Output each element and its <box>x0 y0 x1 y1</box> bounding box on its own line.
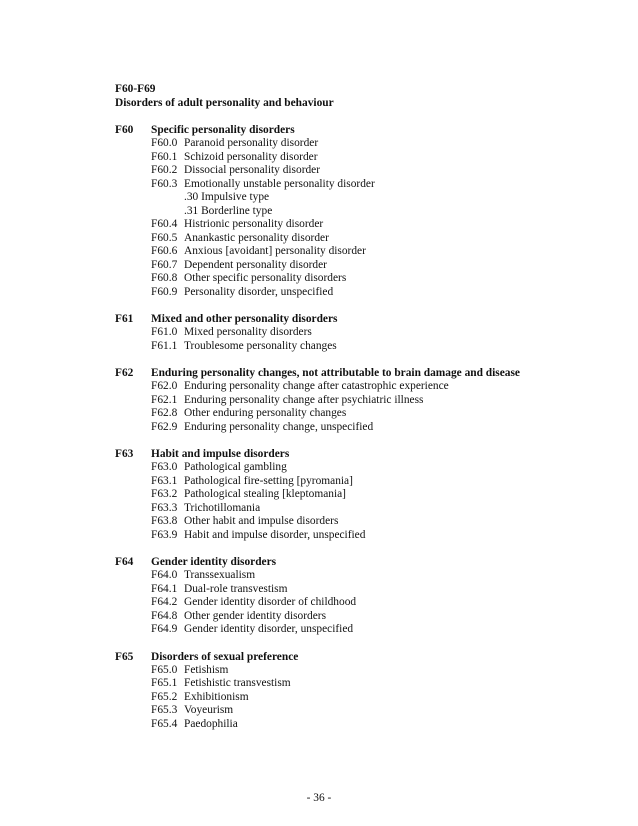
list-item <box>151 515 615 529</box>
item-code: F60.2 <box>151 164 178 176</box>
item-code: F65.4 <box>151 717 178 730</box>
list-item <box>151 569 615 583</box>
section-heading <box>115 650 615 664</box>
list-item <box>151 664 615 678</box>
section-items <box>151 664 615 732</box>
section-heading <box>115 123 615 137</box>
list-item <box>151 286 615 300</box>
item-label: Other enduring personality changes <box>184 407 347 419</box>
item-label: Other habit and impulse disorders <box>184 515 339 527</box>
section-heading <box>115 555 615 569</box>
item-code: F64.2 <box>151 596 178 608</box>
list-item <box>151 380 615 394</box>
item-code: F60.1 <box>151 150 178 163</box>
item-label: Personality disorder, unspecified <box>184 285 334 298</box>
item-code: F63.1 <box>151 474 178 487</box>
item-label: Enduring personality change after catastrophic experience <box>184 380 449 392</box>
section-f60 <box>115 123 615 299</box>
item-label: Gender identity disorder, unspecified <box>184 623 354 635</box>
code-range-heading: F60-F69 <box>115 83 156 95</box>
item-label: Pathological gambling <box>184 461 287 473</box>
section-items <box>151 380 615 434</box>
item-code: F60.8 <box>151 272 178 284</box>
item-label: Anankastic personality disorder <box>184 231 329 244</box>
item-label: Paedophilia <box>184 717 238 730</box>
section-items <box>151 137 615 299</box>
list-item <box>151 583 615 597</box>
item-label: Dependent personality disorder <box>184 258 327 271</box>
section-title: Enduring personality changes, not attributable to brain damage and disease <box>151 367 520 379</box>
list-item <box>151 178 615 192</box>
item-code: F60.6 <box>151 245 178 257</box>
list-item <box>151 623 615 637</box>
item-code: F64.8 <box>151 609 178 622</box>
list-item <box>151 677 615 691</box>
list-item <box>151 151 615 165</box>
item-code: F65.2 <box>151 690 178 703</box>
item-label: Gender identity disorder of childhood <box>184 596 357 608</box>
list-item <box>151 259 615 273</box>
list-item <box>151 596 615 610</box>
section-title: Mixed and other personality disorders <box>151 313 338 325</box>
list-item <box>151 704 615 718</box>
item-label: Histrionic personality disorder <box>184 218 324 230</box>
item-code: F63.2 <box>151 488 178 500</box>
item-label: Fetishism <box>184 663 229 676</box>
item-code: F64.1 <box>151 582 178 595</box>
section-title: Gender identity disorders <box>151 556 277 568</box>
section-f65 <box>115 650 615 732</box>
item-label: Dual-role transvestism <box>184 582 288 595</box>
item-code: F63.8 <box>151 515 178 527</box>
item-code <box>151 205 184 219</box>
item-label: Other gender identity disorders <box>184 609 327 622</box>
list-item <box>151 475 615 489</box>
list-item <box>151 529 615 543</box>
section-f62 <box>115 366 615 434</box>
list-item <box>151 326 615 340</box>
item-label: Fetishistic transvestism <box>184 677 291 689</box>
page-number: - 36 - <box>306 792 332 804</box>
item-code: F65.1 <box>151 677 178 689</box>
item-code: F60.4 <box>151 218 178 230</box>
document-page <box>115 82 615 731</box>
list-item <box>151 488 615 502</box>
item-code: F65.3 <box>151 704 178 716</box>
list-item <box>151 461 615 475</box>
section-code: F63 <box>115 448 134 460</box>
item-label: Voyeurism <box>184 704 234 716</box>
list-item <box>151 218 615 232</box>
item-label: Enduring personality change, unspecified <box>184 420 374 433</box>
list-item <box>151 205 615 219</box>
item-code: F60.3 <box>151 177 178 190</box>
item-label: Other specific personality disorders <box>184 272 347 284</box>
item-code: F61.0 <box>151 326 178 338</box>
item-label: Trichotillomania <box>184 501 261 514</box>
list-item <box>151 502 615 516</box>
item-code: F63.0 <box>151 461 178 473</box>
item-code: F62.8 <box>151 407 178 419</box>
item-code: F64.0 <box>151 569 178 581</box>
item-code: F60.0 <box>151 137 178 149</box>
section-code: F60 <box>115 124 134 136</box>
item-code: F65.0 <box>151 663 178 676</box>
item-code: F63.9 <box>151 528 178 541</box>
item-label: Pathological fire-setting [pyromania] <box>184 474 353 487</box>
section-title: Disorders of sexual preference <box>151 650 299 663</box>
section-f63 <box>115 447 615 542</box>
item-label: Anxious [avoidant] personality disorder <box>184 245 366 257</box>
item-code: F60.7 <box>151 258 178 271</box>
section-items <box>151 326 615 353</box>
list-item <box>151 691 615 705</box>
list-item <box>151 164 615 178</box>
item-label: Exhibitionism <box>184 690 249 703</box>
list-item <box>151 272 615 286</box>
list-item <box>151 245 615 259</box>
item-label: Schizoid personality disorder <box>184 150 318 163</box>
sections-list <box>115 123 615 731</box>
item-label: Pathological stealing [kleptomania] <box>184 488 346 500</box>
block-title: Disorders of adult personality and behaviour <box>115 97 334 109</box>
item-label: Habit and impulse disorder, unspecified <box>184 528 366 541</box>
item-label: Mixed personality disorders <box>184 326 312 338</box>
item-code: F62.1 <box>151 393 178 406</box>
item-code: F61.1 <box>151 339 178 352</box>
list-item <box>151 407 615 421</box>
item-label: .30 Impulsive type <box>184 191 270 203</box>
section-code: F62 <box>115 367 134 379</box>
section-title: Specific personality disorders <box>151 124 295 136</box>
item-code: F60.5 <box>151 231 178 244</box>
item-code: F62.9 <box>151 420 178 433</box>
section-code: F64 <box>115 556 134 568</box>
item-label: Enduring personality change after psychiatric illness <box>184 393 424 406</box>
section-code: F61 <box>115 313 134 325</box>
list-item <box>151 191 615 205</box>
list-item <box>151 340 615 354</box>
section-f61 <box>115 312 615 353</box>
list-item <box>151 718 615 732</box>
item-code <box>151 191 184 205</box>
section-f64 <box>115 555 615 637</box>
item-code: F60.9 <box>151 285 178 298</box>
list-item <box>151 394 615 408</box>
section-heading <box>115 366 615 380</box>
item-label: Dissocial personality disorder <box>184 164 321 176</box>
item-code: F62.0 <box>151 380 178 392</box>
item-code: F64.9 <box>151 623 178 635</box>
section-items <box>151 569 615 637</box>
item-label: .31 Borderline type <box>184 204 273 217</box>
item-label: Emotionally unstable personality disorder <box>184 177 375 190</box>
list-item <box>151 137 615 151</box>
section-code: F65 <box>115 650 134 663</box>
list-item <box>151 232 615 246</box>
section-heading <box>115 312 615 326</box>
section-title: Habit and impulse disorders <box>151 448 290 460</box>
item-code: F63.3 <box>151 501 178 514</box>
list-item <box>151 610 615 624</box>
item-label: Transsexualism <box>184 569 256 581</box>
section-heading <box>115 447 615 461</box>
item-label: Troublesome personality changes <box>184 339 337 352</box>
item-label: Paranoid personality disorder <box>184 137 319 149</box>
list-item <box>151 421 615 435</box>
section-items <box>151 461 615 542</box>
